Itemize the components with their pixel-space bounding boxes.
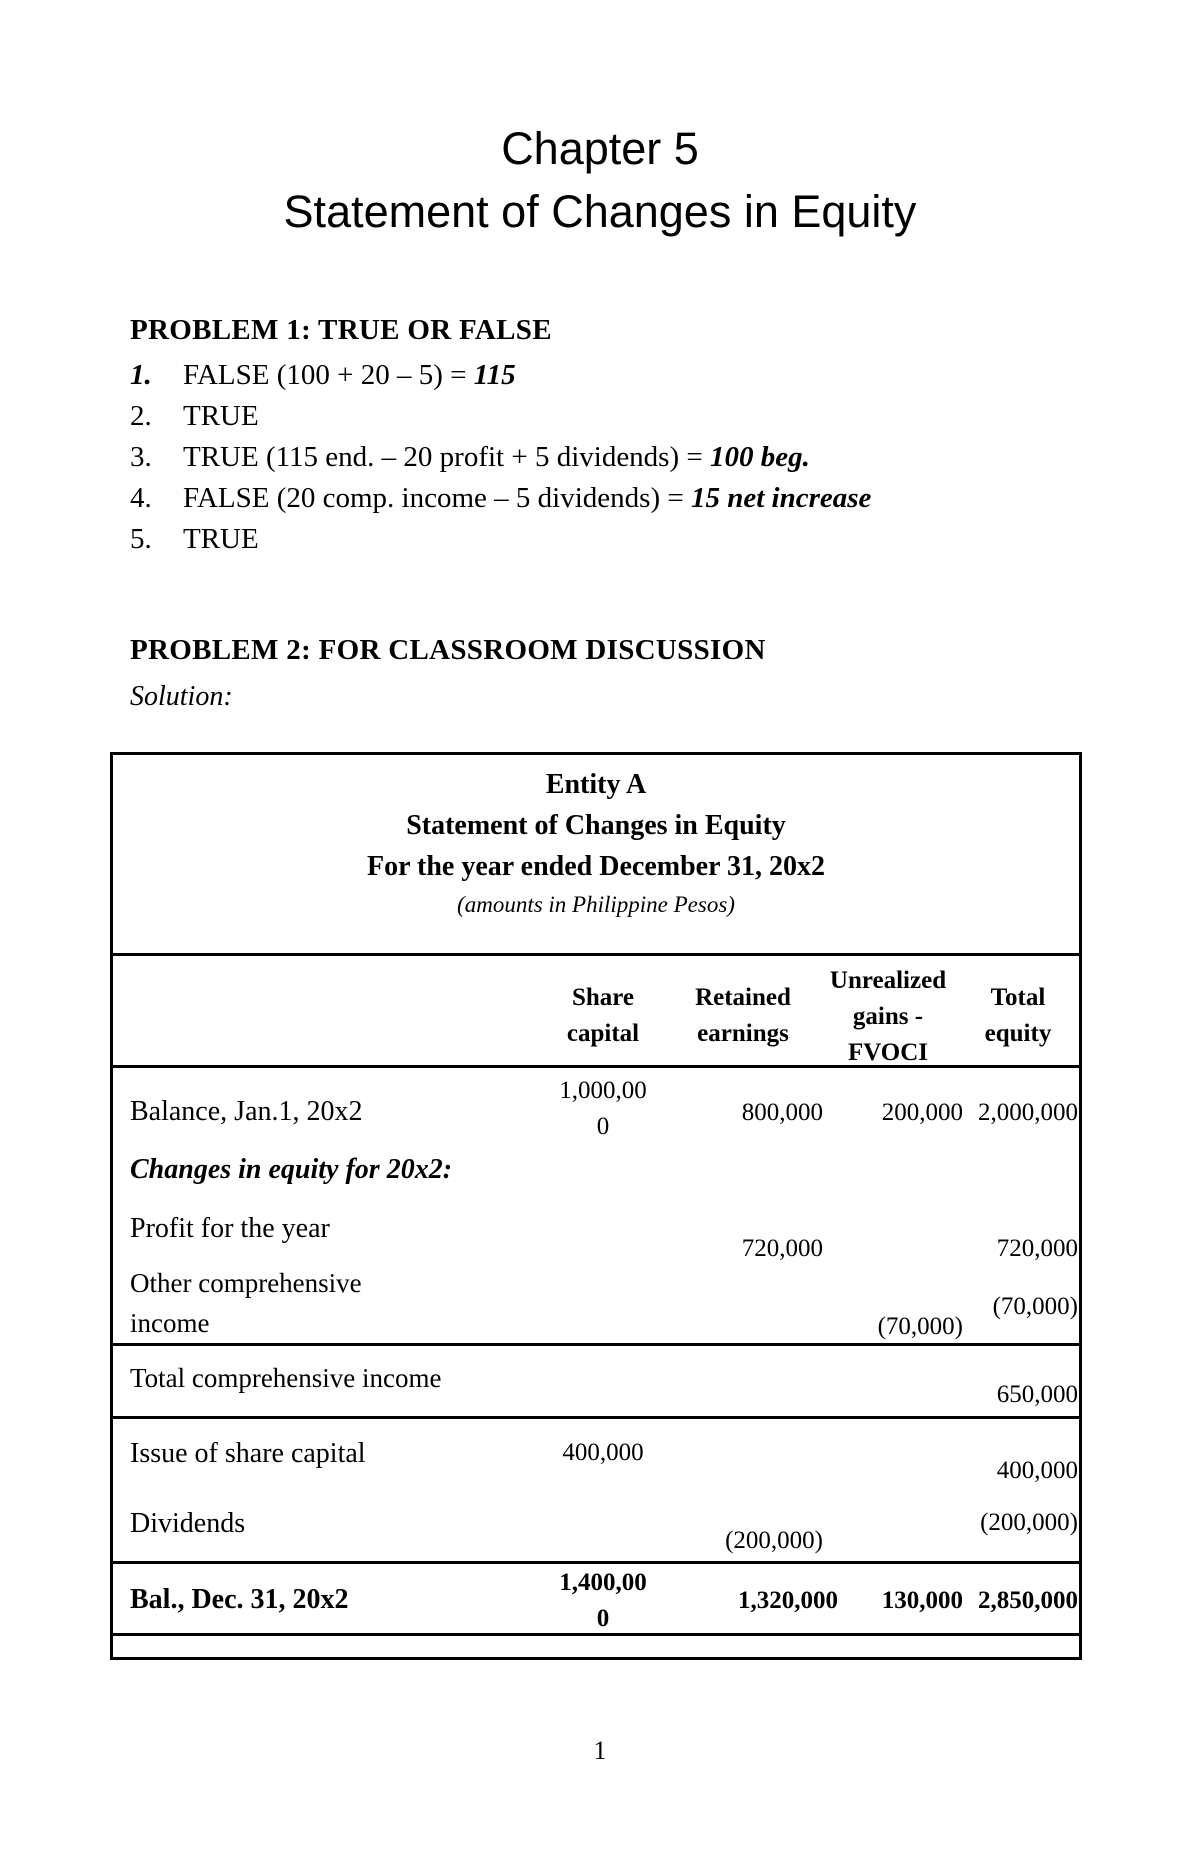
cell-issue-share-capital: 400,000 (562, 1439, 644, 1466)
row-label-oci: Other comprehensive income (130, 1268, 362, 1338)
answer-result: 15 net increase (690, 482, 872, 514)
solution-label: Solution: (130, 681, 233, 712)
cell-oci-unrealized: (70,000) (877, 1313, 963, 1340)
table-divider (113, 953, 1079, 956)
cell-oci-total: (70,000) (992, 1293, 1078, 1320)
answer-number: 1. (130, 359, 152, 391)
chapter-subtitle: Statement of Changes in Equity (283, 186, 917, 237)
answer-item (130, 519, 871, 560)
cell-dividends-total: (200,000) (980, 1509, 1078, 1536)
answer-text: FALSE (100 + 20 – 5) = (183, 359, 474, 391)
cell-balance-dec-total: 2,850,000 (978, 1587, 1078, 1614)
answer-number: 4. (130, 482, 152, 514)
answer-number: 2. (130, 400, 152, 432)
answer-text: TRUE (183, 400, 259, 432)
statement-title: Statement of Changes in Equity (406, 810, 786, 841)
cell-profit-retained: 720,000 (741, 1235, 823, 1262)
answer-text: FALSE (20 comp. income – 5 dividends) = (183, 482, 691, 514)
row-label-dividends: Dividends (130, 1508, 246, 1539)
table-divider (113, 1416, 1079, 1419)
row-label-balance-dec: Bal., Dec. 31, 20x2 (130, 1584, 349, 1615)
table-divider (113, 1065, 1079, 1068)
table-divider (113, 1343, 1079, 1346)
cell-profit-total: 720,000 (996, 1235, 1078, 1262)
answer-result: 100 beg. (709, 441, 810, 473)
problem-1-heading: PROBLEM 1: TRUE OR FALSE (130, 314, 552, 346)
column-header-share-capital: Share capital (566, 984, 640, 1047)
cell-balance-jan-retained: 800,000 (741, 1099, 823, 1126)
answer-item (130, 355, 871, 396)
cell-issue-total: 400,000 (996, 1457, 1078, 1484)
cell-balance-dec-retained: 1,320,000 (738, 1587, 838, 1614)
problem-1-answers (130, 355, 871, 560)
answer-number: 5. (130, 523, 152, 555)
cell-balance-jan-total: 2,000,000 (978, 1099, 1078, 1126)
answer-item (130, 396, 871, 437)
table-divider (113, 1561, 1079, 1564)
column-header-total-equity: Total equity (984, 984, 1052, 1047)
answer-item (130, 478, 871, 519)
answer-text: TRUE (183, 523, 259, 555)
cell-balance-dec-share-capital: 1,400,00 0 (559, 1569, 647, 1632)
cell-total-comprehensive-total: 650,000 (996, 1381, 1078, 1408)
answer-item (130, 437, 871, 478)
page-number: 1 (593, 1736, 607, 1765)
answer-result: 115 (473, 359, 516, 391)
statement-entity: Entity A (545, 769, 647, 800)
statement-period: For the year ended December 31, 20x2 (366, 851, 826, 882)
column-header-unrealized-gains: Unrealized gains - FVOCI (829, 967, 947, 1066)
answer-text: TRUE (115 end. – 20 profit + 5 dividends) = (183, 441, 710, 473)
cell-balance-dec-unrealized: 130,000 (881, 1587, 963, 1614)
cell-balance-jan-unrealized: 200,000 (881, 1099, 963, 1126)
chapter-title: Chapter 5 (501, 123, 699, 174)
row-label-balance-jan: Balance, Jan.1, 20x2 (130, 1096, 363, 1127)
problem-2-heading: PROBLEM 2: FOR CLASSROOM DISCUSSION (130, 634, 766, 666)
row-label-profit: Profit for the year (130, 1213, 330, 1244)
row-label-total-comprehensive: Total comprehensive income (130, 1363, 442, 1393)
answer-number: 3. (130, 441, 152, 473)
statement-table (110, 752, 1082, 1660)
column-header-retained-earnings: Retained earnings (695, 984, 791, 1047)
row-label-issue: Issue of share capital (130, 1438, 366, 1469)
changes-heading: Changes in equity for 20x2: (130, 1154, 453, 1185)
cell-dividends-retained: (200,000) (725, 1527, 823, 1554)
cell-balance-jan-share-capital: 1,000,00 0 (559, 1077, 647, 1140)
statement-currency-note: (amounts in Philippine Pesos) (457, 892, 735, 917)
table-divider (113, 1633, 1079, 1636)
